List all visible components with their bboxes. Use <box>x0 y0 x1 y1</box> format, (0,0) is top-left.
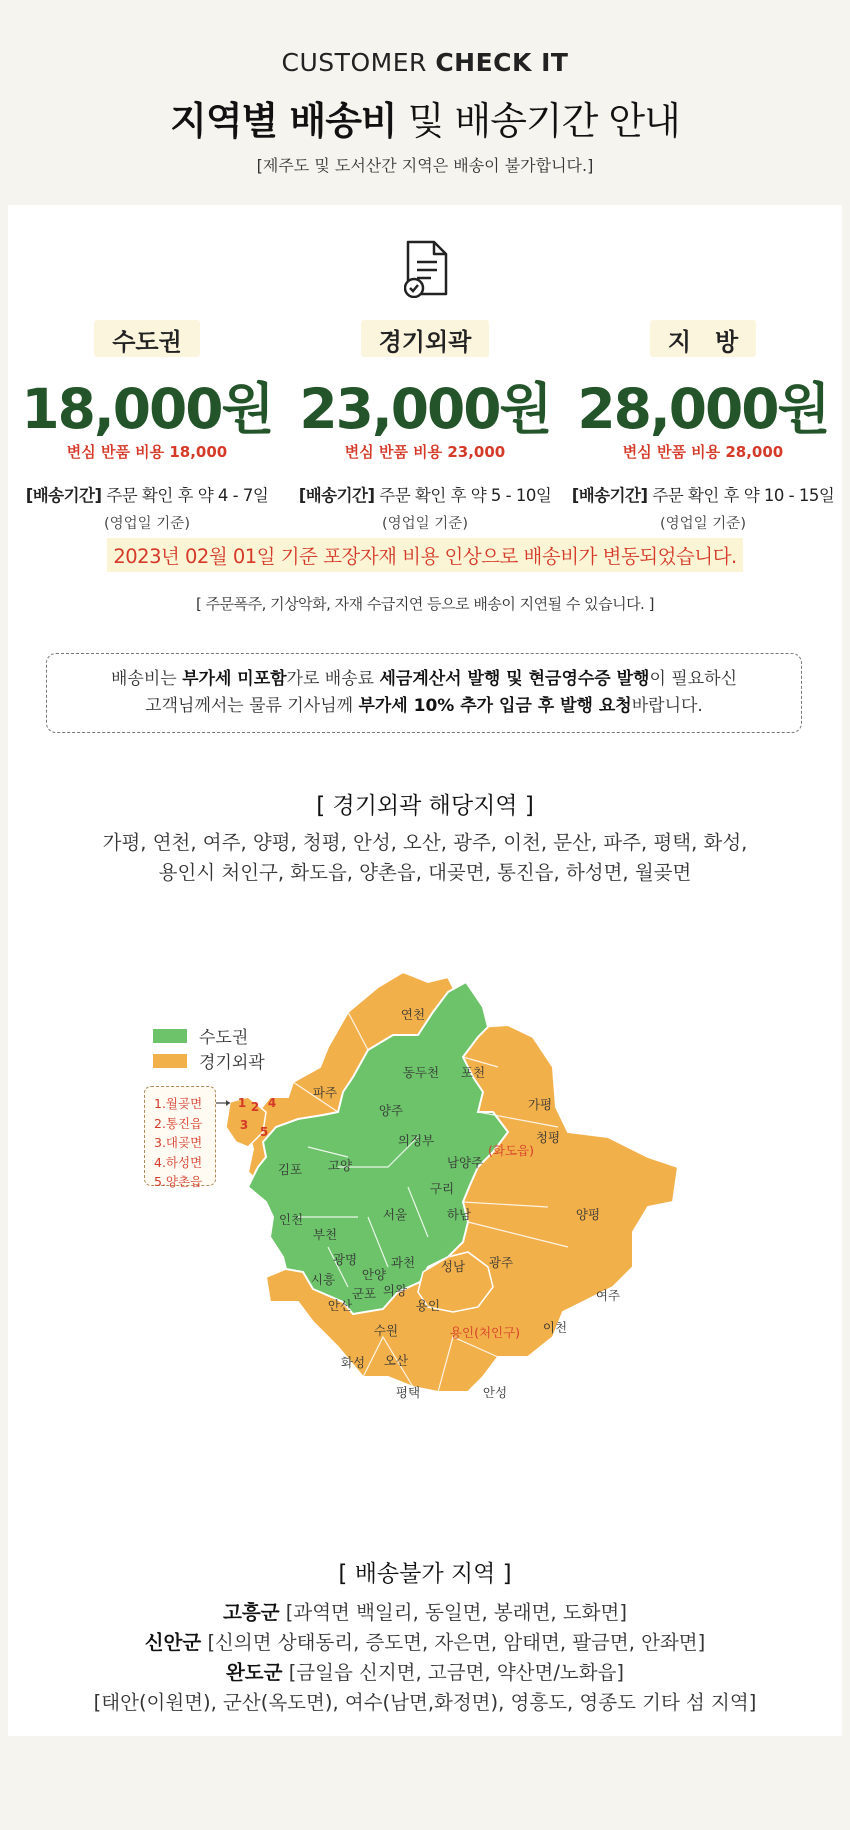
no-delivery-row: 신안군 [신의면 상태동리, 증도면, 자은면, 암태면, 팔금면, 안좌면] <box>144 1631 706 1654</box>
shipping-price: 23,000원 <box>299 377 551 441</box>
legend-item-metro: 수도권 <box>153 1023 265 1048</box>
map-label-paju: 파주 <box>312 1085 338 1100</box>
map-label-dongducheon: 동두천 <box>402 1065 440 1080</box>
map-label-siheung: 시흥 <box>310 1272 336 1287</box>
return-fee: 변심 반품 비용 18,000 <box>66 443 228 461</box>
callout-item: 3.대곶면 <box>154 1135 203 1150</box>
business-day-basis: (영업일 기준) <box>104 516 190 532</box>
map-label-yeoncheon: 연천 <box>400 1007 426 1022</box>
map-number-1: 1 <box>237 1096 247 1110</box>
callout-item: 4.하성면 <box>154 1154 203 1170</box>
map-label-goyang: 고양 <box>327 1158 353 1173</box>
content-card <box>8 205 842 1736</box>
map-label-yongin-cheoin: 용인(처인구) <box>449 1325 521 1340</box>
map-number-2: 2 <box>250 1100 260 1114</box>
map-legend <box>153 1023 265 1073</box>
region-metro <box>8 320 286 533</box>
map-label-seongnam: 성남 <box>440 1259 466 1274</box>
map-label-gapyeong: 가평 <box>527 1097 553 1112</box>
map-label-gimpo: 김포 <box>277 1162 303 1177</box>
map-label-anyang: 안양 <box>361 1267 387 1282</box>
legend-swatch-outer <box>153 1054 187 1068</box>
map-label-yangpyeong: 양평 <box>575 1207 601 1222</box>
map-label-pocheon: 포천 <box>460 1065 486 1080</box>
no-delivery-extra: [태안(이원면), 군산(옥도면), 여수(남면,화정면), 영흥도, 영종도 기타 섬 지역] <box>93 1691 757 1714</box>
return-fee: 변심 반품 비용 23,000 <box>344 443 506 461</box>
no-delivery-row: 완도군 [금일읍 신지면, 고금면, 약산면/노화읍] <box>225 1661 625 1684</box>
map-label-gwangmyeong: 광명 <box>332 1252 358 1267</box>
map-label-namyangju: 남양주 <box>446 1155 484 1170</box>
map-label-anseong: 안성 <box>482 1385 508 1400</box>
delay-notice: [ 주문폭주, 기상악화, 자재 수급지연 등으로 배송이 지연될 수 있습니다. ] <box>196 595 654 613</box>
outer-area-list: 가평, 연천, 여주, 양평, 청평, 안성, 오산, 광주, 이천, 문산, 파주, 평택, 화성, 용인시 처인구, 화도읍, 양촌읍, 대곶면, 통진읍, 하성면, 월곶면 <box>102 831 748 884</box>
no-delivery-title: [ 배송불가 지역 ] <box>338 1561 512 1587</box>
outer-area-title: [ 경기외곽 해당지역 ] <box>316 793 534 819</box>
callout-item: 2.통진읍 <box>154 1115 203 1131</box>
callout-item: 1.월곶면 <box>154 1096 203 1111</box>
map-label-incheon: 인천 <box>278 1212 304 1227</box>
callout-box <box>144 1086 216 1189</box>
tax-invoice-notice: 배송비는 부가세 미포함가로 배송료 세금계산서 발행 및 현금영수증 발행이 필요하신 고객님께서는 물류 기사님께 부가세 10% 추가 입금 후 발행 요청바랍니다. <box>46 653 802 733</box>
map-number-5: 5 <box>259 1125 269 1139</box>
business-day-basis: (영업일 기준) <box>660 516 746 532</box>
map-label-gwangju: 광주 <box>488 1255 514 1270</box>
map-label-yongin: 용인 <box>415 1298 441 1313</box>
map-label-hwado: (화도읍) <box>488 1143 534 1158</box>
region-name: 경기외곽 <box>361 320 490 357</box>
delivery-period: [배송기간] 주문 확인 후 약 4 - 7일 <box>25 486 269 505</box>
map-number-3: 3 <box>239 1118 249 1132</box>
delivery-period: [배송기간] 주문 확인 후 약 10 - 15일 <box>571 486 835 505</box>
document-check-icon <box>404 240 450 298</box>
region-map <box>8 917 842 1437</box>
map-label-yeoju: 여주 <box>595 1288 621 1303</box>
shipping-price: 18,000원 <box>21 377 273 441</box>
legend-item-outer: 경기외곽 <box>153 1048 265 1073</box>
map-label-pyeongtaek: 평택 <box>395 1385 421 1400</box>
no-delivery-list <box>8 1598 842 1718</box>
eyebrow: CUSTOMER CHECK IT <box>281 48 569 77</box>
map-label-cheongpyeong: 청평 <box>535 1130 561 1145</box>
region-local <box>564 320 842 533</box>
region-name: 수도권 <box>94 320 200 357</box>
map-label-gwacheon: 과천 <box>390 1255 416 1270</box>
map-label-suwon: 수원 <box>373 1323 399 1338</box>
header <box>0 0 850 205</box>
callout-item: 5.양촌읍 <box>154 1174 203 1189</box>
map-label-uiwang: 의왕 <box>382 1283 408 1298</box>
delivery-period: [배송기간] 주문 확인 후 약 5 - 10일 <box>298 486 552 505</box>
header-note: [제주도 및 도서산간 지역은 배송이 불가합니다.] <box>256 156 594 175</box>
return-fee: 변심 반품 비용 28,000 <box>622 443 784 461</box>
page-title: 지역별 배송비 및 배송기간 안내 <box>170 99 680 143</box>
map-label-yangju: 양주 <box>378 1103 404 1118</box>
business-day-basis: (영업일 기준) <box>382 516 468 532</box>
map-label-bucheon: 부천 <box>312 1227 338 1242</box>
price-change-notice: 2023년 02월 01일 기준 포장자재 비용 인상으로 배송비가 변동되었습니다. <box>8 538 842 572</box>
map-label-seoul: 서울 <box>382 1207 408 1222</box>
map-label-ansan: 안산 <box>327 1298 353 1313</box>
map-label-hwaseong: 화성 <box>340 1355 366 1370</box>
shipping-price: 28,000원 <box>577 377 829 441</box>
legend-swatch-metro <box>153 1029 187 1043</box>
map-label-guri: 구리 <box>429 1181 455 1196</box>
map-label-uijeongbu: 의정부 <box>397 1133 435 1148</box>
region-outer <box>286 320 564 533</box>
region-name: 지 방 <box>650 320 756 357</box>
map-label-icheon: 이천 <box>542 1320 568 1335</box>
map-label-gunpo: 군포 <box>351 1286 377 1301</box>
map-label-hanam: 하남 <box>446 1207 472 1222</box>
map-label-osan: 오산 <box>383 1353 409 1368</box>
map-number-4: 4 <box>267 1096 277 1110</box>
no-delivery-row: 고흥군 [과역면 백일리, 동일면, 봉래면, 도화면] <box>223 1601 627 1624</box>
